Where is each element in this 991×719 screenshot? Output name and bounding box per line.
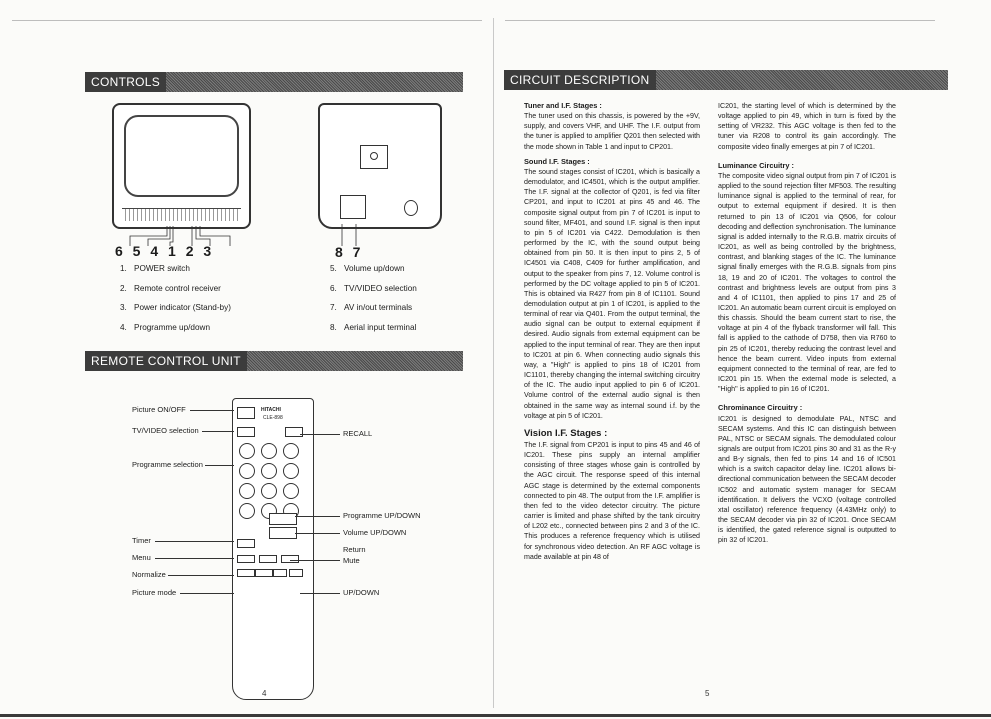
programme-5-button[interactable] [261, 463, 277, 479]
label-programme-selection: Programme selection [132, 460, 203, 469]
timer-button[interactable] [237, 539, 255, 548]
paragraph-tuner: The tuner used on this chassis, is powered by the +9V, supply, and covers VHF, and UHF. The I.F. output from the tuner is applied to amplifier Q201 then selected with the mode shown in Table 1 and input to CP201. [524, 112, 700, 151]
text-column-1 [524, 101, 700, 562]
control-item: 5. Volume up/down [330, 264, 405, 273]
label-mute: Mute [343, 556, 360, 565]
tv-screen [124, 115, 239, 197]
remote-model: CLE-898 [263, 415, 283, 421]
menu-button[interactable] [237, 555, 255, 563]
programme-4-button[interactable] [239, 463, 255, 479]
av-terminals [340, 195, 366, 219]
picture-mode-button[interactable] [255, 569, 273, 577]
tv-front-drawing [112, 103, 251, 229]
remote-brand: HITACHI [261, 407, 281, 413]
controls-banner [85, 72, 463, 92]
control-item: 6. TV/VIDEO selection [330, 283, 417, 293]
label-volume-updown: Volume UP/DOWN [343, 528, 407, 537]
heading-chrominance: Chrominance Circuitry : [718, 403, 803, 413]
circuit-title: CIRCUIT DESCRIPTION [504, 70, 656, 90]
text-column-2 [718, 101, 896, 546]
programme-1-button[interactable] [239, 443, 255, 459]
control-item: 2. Remote control receiver [120, 283, 221, 293]
label-menu: Menu [132, 553, 151, 562]
programme-7-button[interactable] [239, 483, 255, 499]
label-tv-video: TV/VIDEO selection [132, 426, 199, 435]
aerial-input [404, 200, 418, 216]
right-page [496, 0, 991, 719]
remote-control-drawing [232, 398, 314, 700]
control-item: 1. POWER switch [120, 264, 190, 273]
tv-rear-drawing [318, 103, 442, 229]
label-return: Return [343, 545, 366, 554]
remote-banner [85, 351, 463, 371]
label-picture-mode: Picture mode [132, 588, 177, 597]
paragraph-vision-if: The I.F. signal from CP201 is input to pins 45 and 46 of IC201. These pins supply an internal amplifier consisting of three stages whose gain is controlled by the AGC circuit. The response speed of this internal AGC stage is determined by the external components connected to pin 48. The output from the I.F. amplifier is then fed to the video detector circuitry. The picture carrier is limited and phase shifted by the tank circuitry of L202 etc., connected between pins 2 and 3 of the IC. This produces a reference frequency which is utilised for synchronous video detection. An RF AGC voltage is made available at pin 48 of [524, 441, 700, 561]
label-recall: RECALL [343, 429, 373, 438]
tv-front-panel [122, 208, 241, 221]
controls-title: CONTROLS [85, 72, 166, 92]
controls-list-right [330, 259, 417, 337]
mute-button[interactable] [281, 555, 299, 563]
left-page [0, 0, 495, 719]
heading-luminance: Luminance Circuitry : [718, 160, 794, 170]
rear-callout-digits: 8 7 [335, 244, 364, 260]
label-timer: Timer [132, 536, 151, 545]
controls-list-left [120, 259, 231, 337]
normalize-button[interactable] [237, 569, 255, 577]
programme-2-button[interactable] [261, 443, 277, 459]
programme-3-button[interactable] [283, 443, 299, 459]
picture-onoff-button[interactable] [237, 407, 255, 419]
volume-updown-button[interactable] [269, 527, 297, 539]
recall-button[interactable] [285, 427, 303, 437]
heading-tuner: Tuner and I.F. Stages : [524, 101, 602, 110]
heading-sound-if: Sound I.F. Stages : [524, 156, 590, 166]
page-number-right: 5 [705, 689, 710, 698]
label-programme-updown: Programme UP/DOWN [343, 511, 421, 520]
label-picture-onoff: Picture ON/OFF [132, 405, 186, 414]
control-item: 8. Aerial input terminal [330, 322, 417, 332]
paragraph-chrominance: IC201 is designed to demodulate PAL, NTSC and SECAM systems. And this IC can distinguish between PAL, NTSC or SECAM signals. The demodulated colour signals are output from IC201 pins 30 and 31 as the R-y and B-y signals, then fed to pins 14 and 16 of IC501 which is a switch capacitor delay line. IC201 allows bi-directional communication between the SECAM decoder IC502 and automatic system manager for SECAM identification. It delivers the VCXO (voltage controlled xtal oscillator) reference frequency (4.43MHz only) to the SECAM decoder via pin 32 of IC201. Once SECAM is identified, the gated reference signal is outputted to pin 32 of IC201. [718, 414, 896, 545]
programme-9-button[interactable] [283, 483, 299, 499]
remote-title: REMOTE CONTROL UNIT [85, 351, 247, 371]
rear-terminal-box [360, 145, 388, 169]
paragraph-agc: IC201, the starting level of which is determined by the voltage applied to pin 49, which in turn is fixed by the setting of VR232. This AGC voltage is then fed to the tuner via R208 to control its gain accordingly. The composite video finally emerges at pin 7 of IC201. [718, 102, 896, 151]
control-item: 3. Power indicator (Stand-by) [120, 303, 231, 312]
programme-0-button[interactable] [239, 503, 255, 519]
up-button[interactable] [289, 569, 303, 577]
programme-updown-button[interactable] [269, 513, 297, 525]
control-item: 7. AV in/out terminals [330, 303, 413, 312]
front-callout-digits: 6 5 4 1 2 3 [115, 243, 215, 259]
heading-vision-if: Vision I.F. Stages : [524, 427, 608, 439]
label-normalize: Normalize [132, 570, 166, 579]
programme-6-button[interactable] [283, 463, 299, 479]
down-button[interactable] [273, 569, 287, 577]
circuit-banner [504, 70, 948, 90]
label-up-down: UP/DOWN [343, 588, 380, 597]
paragraph-sound-if: The sound stages consist of IC201, which is basically a demodulator, and IC4501, which is the output amplifier. The I.F. signal at the collector of Q201, is fed via filter CP201, and input to IC201 at pins 45 and 46. The composite signal output from pin 7 of IC201 is input to sound filter, MF401, and sound I.F. signal is then input to pin 5 of IC201 via C422. Demodulation is then performed by the IC, with the sound output being obtained from pin 50. It is then input to pins 2, 5 of IC4501 via C408, C409 for further amplification, and output to the speaker from pins 7, 12. Volume control is performed by the DC voltage applied to pin 5 of IC201. This is obtained via R427 from pin 8 of IC1101. Sound demodulation output at pin 1 of IC201, is applied to the terminal of rear via Q401. From the output terminal, the audio signal can be output to external equipment if desired. Audio signals from external equipment can be applied to the input terminal of rear. They are then input to IC201 at pin 6. When connecting audio signals this way, a "High" is applied to pins 18 of IC201 from IC1101, thereby changing the internal switching circuitry of the IC. The audio input applied to pin 6 of IC201. Volume control of the external audio signal is then obtained in the same way as internal sound i.f. by the voltage at pin 5 of IC201. [524, 167, 700, 420]
paragraph-luminance: The composite video signal output from pin 7 of IC201 is applied to the sound rejection filter MF503. The resulting luminance signal is applied to the terminal of rear, for output to external equipment if desired. It is then returned to pin 13 of IC201 via Q506, for colour decoding and deflection synchronisation. The luminance signal is added internally to the R.G.B. matrix circuits of IC201, as well as being controlled by the brightness, contrast, and blanking stages of the IC. The luminance signal finally emerges with the R.G.B. signals from pins 18, 19 and 20 of IC201. The voltages to control the contrast and brightness levels are output from pins 3 and 4 of IC1101, then applied to pins 17 and 25 of IC201. An automatic beam current circuit is employed on this chassis. Should the beam current start to rise, the voltage at pin 4 of the flyback transformer will fall. This fall is applied to the cathode of D758, then via R760 to pin 25 of IC201, thereby reducing the contrast level and hence the beam current. Video inputs from external equipment connected to the terminal of rear, are fed to IC201 pin 15. When the external mode is selected, a "High" is applied to pin 16 of IC201. [718, 171, 896, 394]
control-item: 4. Programme up/down [120, 322, 210, 332]
tv-video-button[interactable] [237, 427, 255, 437]
programme-8-button[interactable] [261, 483, 277, 499]
page-number-left: 4 [262, 689, 267, 698]
return-button[interactable] [259, 555, 277, 563]
